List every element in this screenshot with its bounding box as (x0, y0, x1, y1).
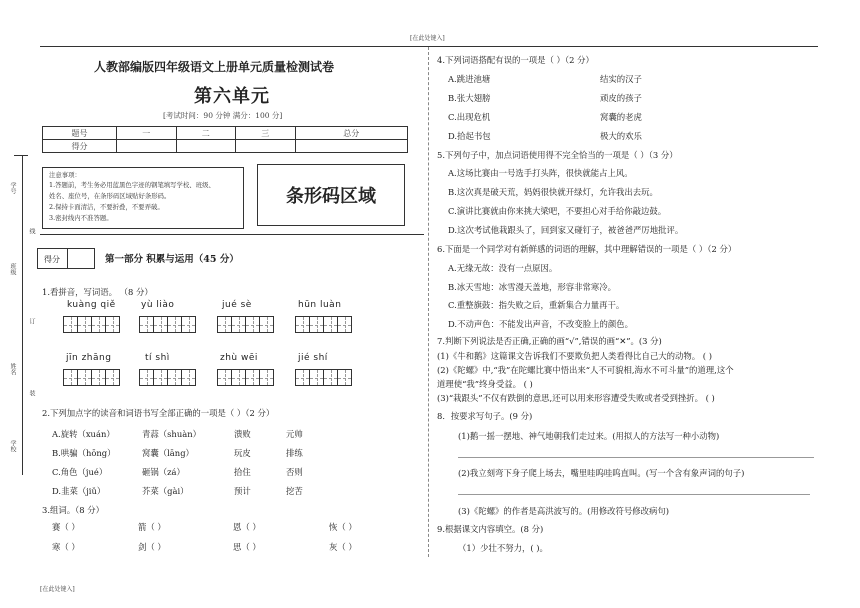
pinyin: tí shì (145, 353, 170, 363)
unit-title: 第六单元 (194, 86, 270, 107)
q4-option: 顽皮的孩子 (600, 93, 642, 103)
q4-option: 结实的汉子 (600, 74, 642, 84)
q4-option[interactable]: D.拾起书包 (448, 131, 491, 141)
notes-item: 姓名、座位号，在条形码区域贴好条形码。 (49, 192, 171, 200)
score-cell: 三 (236, 127, 296, 140)
q6-option[interactable]: C.重整旗鼓：指失败之后，重新集合力量再干。 (448, 300, 625, 310)
q2-option: 元帅 (286, 429, 303, 439)
q3-blank[interactable]: 赛（ ） (52, 522, 80, 532)
notes-item: 2.保持卡面清洁，不要折叠，不要弄破。 (49, 203, 164, 211)
part1-title: 第一部分 积累与运用（45 分） (105, 254, 239, 265)
q3-blank[interactable]: 灰（ ） (329, 542, 357, 552)
exam-info: [考试时间：90 分钟 满分：100 分] (163, 111, 283, 120)
pinyin: jīn zhāng (66, 353, 112, 363)
pinyin: jué sè (222, 300, 252, 310)
side-mark-bind: 装 (28, 390, 35, 396)
pinyin: kuàng qiě (67, 300, 116, 310)
q9-stem: 9.根据课文内容填空。(8 分) (437, 524, 544, 534)
notes-item: 3.密封线内不准答题。 (49, 214, 113, 222)
q6-option[interactable]: A.无缘无故：没有一点原因。 (448, 263, 558, 273)
tianzige-box[interactable] (63, 369, 119, 386)
q2-option[interactable]: A.旋转（xuán） (52, 429, 115, 439)
q2-option: 芥菜（gài） (142, 486, 189, 496)
top-rule (40, 46, 818, 47)
q2-option: 青蒜（shuàn） (142, 429, 201, 439)
q3-blank[interactable]: 寒（ ） (52, 542, 80, 552)
q2-option: 排练 (286, 448, 303, 458)
q7-item: (1)《牛和鹅》这篇课文告诉我们不要欺负把人类看得比自己大的动物。 ( ) (437, 351, 712, 361)
q6-stem: 6.下面是一个同学对有新鲜感的词语的理解，其中理解错误的一项是（ ）（2 分） (437, 244, 737, 254)
side-mark-line: 线 (28, 228, 35, 234)
header-note: [在此处键入] (410, 35, 445, 42)
column-divider (428, 47, 429, 557)
part1-score-box[interactable] (37, 248, 95, 269)
pinyin: zhù wēi (220, 353, 258, 363)
tianzige-box[interactable] (295, 316, 351, 333)
score-input[interactable] (176, 140, 236, 153)
q8-item: (3)《陀螺》的作者是高洪波写的。(用修改符号修改病句) (458, 506, 670, 516)
notes-box (42, 167, 244, 229)
q4-option: 窝囊的老虎 (600, 112, 642, 122)
q2-option: 挖苦 (286, 486, 303, 496)
score-table (42, 126, 408, 153)
q7-item: 道理使“我”终身受益。 ( ) (437, 379, 533, 389)
q2-option: 玩皮 (234, 448, 251, 458)
part1-score-label: 得分 (44, 255, 60, 264)
q5-option[interactable]: B.这次真是破天荒，妈妈很快就开绿灯，允许我出去玩。 (448, 187, 658, 197)
q4-option[interactable]: A.跳进池塘 (448, 74, 491, 84)
footer-note: [在此处键入] (40, 586, 75, 593)
score-input[interactable] (236, 140, 296, 153)
side-mark-seal: 订 (28, 318, 35, 324)
score-input[interactable] (117, 140, 177, 153)
side-label-class: 班级 (9, 263, 16, 275)
pinyin: hūn luàn (298, 300, 342, 310)
q8-item: (1)鹅一摇一摆地、神气地朝我们走过来。(用拟人的方法写一种小动物) (458, 431, 720, 441)
q7-stem: 7.判断下列说法是否正确,正确的画“√”,错误的画“✕”。(3 分) (437, 336, 662, 346)
q4-option[interactable]: B.张大翅膀 (448, 93, 491, 103)
score-cell: 一 (117, 127, 177, 140)
q7-item: (3)“栽跟头”不仅有跌倒的意思,还可以用来形容遭受失败或者受到挫折。 ( ) (437, 393, 715, 403)
notes-item: 1.答题前，考生务必用蓝黑色字迹的钢笔填写学校、班级、 (49, 181, 215, 189)
notes-heading: 注意事项： (49, 171, 81, 179)
q5-option[interactable]: A.这场比赛由一号选手打头阵，很快就能占上风。 (448, 168, 633, 178)
score-input[interactable] (295, 140, 407, 153)
barcode-area: 条形码区域 (257, 164, 405, 226)
q4-option[interactable]: C.出现危机 (448, 112, 491, 122)
side-label-school: 学校 (9, 440, 16, 452)
q2-option: 砸锅（zá） (142, 467, 185, 477)
side-label-student-id: 学号 (9, 182, 16, 194)
tianzige-box[interactable] (139, 369, 195, 386)
q2-option[interactable]: B.哄骗（hōng） (52, 448, 116, 458)
pinyin: yù liào (141, 300, 175, 310)
q6-option[interactable]: B.冰天雪地：冰雪漫天盖地，形容非常寒冷。 (448, 282, 616, 292)
tianzige-box[interactable] (139, 316, 195, 333)
q5-option[interactable]: D.这次考试他栽跟头了，回到家又碰钉子，被爸爸严厉地批评。 (448, 225, 684, 235)
q3-stem: 3.组词。（8 分） (42, 505, 105, 515)
section-rule (40, 234, 424, 235)
q7-item: (2)《陀螺》中,“我”在陀螺比赛中悟出来“人不可貌相,海水不可斗量”的道理,这个 (437, 365, 734, 375)
answer-line[interactable] (458, 494, 810, 495)
q6-option[interactable]: D.不动声色：不能发出声音，不改变脸上的颜色。 (448, 319, 633, 329)
score-cell: 总分 (295, 127, 407, 140)
q3-blank[interactable]: 恩（ ） (233, 522, 261, 532)
exam-title: 人教部编版四年级语文上册单元质量检测试卷 (94, 60, 335, 74)
q8-item: (2)我立刻弯下身子爬上场去，嘴里哇呜哇呜直叫。(写一个含有象声词的句子) (458, 468, 745, 478)
q3-blank[interactable]: 箭（ ） (138, 522, 166, 532)
tianzige-box[interactable] (217, 369, 273, 386)
q3-blank[interactable]: 剑（ ） (138, 542, 166, 552)
score-cell: 题号 (43, 127, 117, 140)
q2-stem: 2.下列加点字的读音和词语书写全部正确的一项是（ ）（2 分） (42, 408, 275, 418)
q2-option: 预计 (234, 486, 251, 496)
q5-stem: 5.下列句子中，加点词语使用得不完全恰当的一项是（ ）（3 分） (437, 150, 678, 160)
score-cell: 二 (176, 127, 236, 140)
pinyin: jié shí (298, 353, 328, 363)
q8-stem: 8．按要求写句子。(9 分) (437, 411, 533, 421)
q4-option: 极大的欢乐 (600, 131, 642, 141)
q3-blank[interactable]: 恢（ ） (329, 522, 357, 532)
side-label-name: 姓名 (9, 363, 16, 375)
q4-stem: 4.下列词语搭配有误的一项是（ ）（2 分） (437, 55, 594, 65)
q2-option: 窝囊（lāng） (142, 448, 194, 458)
q2-option: 否则 (286, 467, 303, 477)
q3-blank[interactable]: 思（ ） (233, 542, 261, 552)
q2-option[interactable]: D.韭菜（jiǔ） (52, 486, 106, 496)
q2-option: 溃败 (234, 429, 251, 439)
score-cell: 得分 (43, 140, 117, 153)
tianzige-box[interactable] (295, 369, 351, 386)
q1-stem: 1.看拼音，写词语。 （8 分） (42, 287, 153, 297)
binding-line (22, 155, 23, 475)
q2-option[interactable]: C.角色（jué） (52, 467, 108, 477)
q2-option: 拾住 (234, 467, 251, 477)
answer-line[interactable] (458, 457, 814, 458)
q9-item[interactable]: （1）少壮不努力，( )。 (458, 543, 548, 553)
tianzige-box[interactable] (63, 316, 119, 333)
tianzige-box[interactable] (217, 316, 273, 333)
q5-option[interactable]: C.演讲比赛就由你来挑大梁吧，不要担心对手给你敲边鼓。 (448, 206, 667, 216)
